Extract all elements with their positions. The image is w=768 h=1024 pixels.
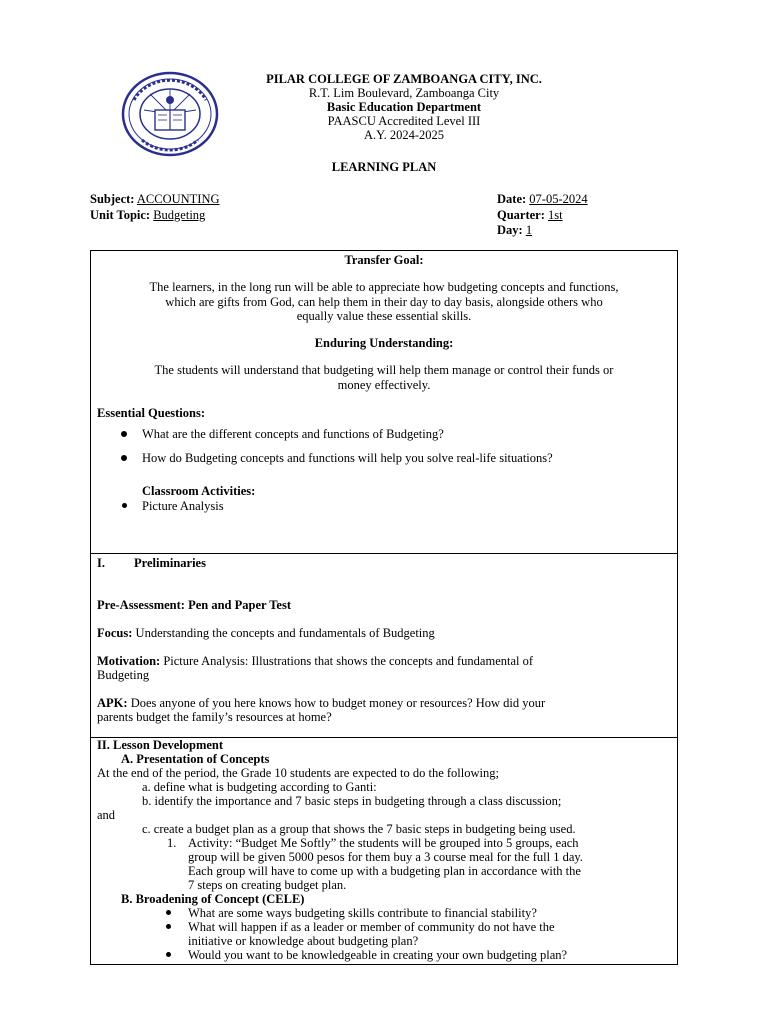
cele-question-2-line-1: What will happen if as a leader or member of community do not have the xyxy=(188,920,555,934)
bullet-icon xyxy=(121,455,127,461)
goals-box xyxy=(90,250,678,554)
transfer-goal-line-1: The learners, in the long run will be able to appreciate how budgeting concepts and functions, xyxy=(149,280,619,294)
preliminaries-num: I. xyxy=(97,556,105,570)
activity-1: Picture Analysis xyxy=(142,499,224,513)
preliminaries-box xyxy=(90,553,678,738)
preliminaries-heading: Preliminaries xyxy=(134,556,206,570)
essential-label: Essential Questions: xyxy=(97,406,206,420)
accreditation: PAASCU Accredited Level III xyxy=(327,114,481,128)
activity-line-1: Activity: “Budget Me Softly” the students will be grouped into 5 groups, each xyxy=(188,836,579,850)
bullet-icon xyxy=(166,924,171,929)
activity-line-3: Each group will have to come up with a budgeting plan in accordance with the xyxy=(188,864,581,878)
quarter-value: 1st xyxy=(548,207,563,222)
intro-text: At the end of the period, the Grade 10 students are expected to do the following; xyxy=(97,766,499,780)
meta-right xyxy=(497,192,588,239)
day-value: 1 xyxy=(525,223,533,237)
transfer-goal-label: Transfer Goal: xyxy=(344,253,424,267)
apk-line-2: parents budget the family’s resources at home? xyxy=(97,710,332,724)
apk-label: APK: xyxy=(97,696,128,710)
plan-title: LEARNING PLAN xyxy=(331,160,437,174)
quarter-label: Quarter: xyxy=(497,207,545,222)
transfer-goal-line-2: which are gifts from God, can help them in their day to day basis, alongside others who xyxy=(165,295,603,309)
activities-label: Classroom Activities: xyxy=(142,484,256,498)
focus-label: Focus: xyxy=(97,626,133,640)
motivation-label: Motivation: xyxy=(97,654,161,668)
item-b: b. identify the importance and 7 basic steps in budgeting through a class discussion; xyxy=(142,794,562,808)
day-label: Day: xyxy=(497,223,523,237)
broadening-heading: B. Broadening of Concept (CELE) xyxy=(121,892,305,906)
date-value: 07-05-2024 xyxy=(529,192,588,206)
date-label: Date: xyxy=(497,192,527,206)
bullet-icon xyxy=(121,431,127,437)
bullet-icon xyxy=(166,952,171,957)
subject-value: ACCOUNTING xyxy=(136,192,220,206)
school-header xyxy=(0,72,768,142)
enduring-line-1: The students will understand that budgeting will help them manage or control their funds or xyxy=(154,363,614,377)
activity-number: 1. xyxy=(167,836,177,850)
pre-assessment: Pre-Assessment: Pen and Paper Test xyxy=(97,598,291,612)
item-b-cont: and xyxy=(97,808,116,822)
school-address: R.T. Lim Boulevard, Zamboanga City xyxy=(308,86,500,100)
item-c: c. create a budget plan as a group that shows the 7 basic steps in budgeting being used. xyxy=(142,822,576,836)
department: Basic Education Department xyxy=(326,100,482,114)
bullet-icon xyxy=(122,503,127,508)
activity-line-2: group will be given 5000 pesos for them buy a 3 course meal for the full 1 day. xyxy=(188,850,583,864)
meta-left xyxy=(90,192,220,223)
lesson-heading: II. Lesson Development xyxy=(97,738,224,752)
topic-value: Budgeting xyxy=(153,207,206,222)
presentation-heading: A. Presentation of Concepts xyxy=(121,752,270,766)
subject-label: Subject: xyxy=(90,192,135,206)
transfer-goal-line-3: equally value these essential skills. xyxy=(296,309,472,323)
cele-question-2-line-2: initiative or knowledge about budgeting plan? xyxy=(188,934,419,948)
lesson-development-box xyxy=(90,737,678,965)
focus-text: Understanding the concepts and fundamentals of Budgeting xyxy=(132,626,435,640)
activity-line-4: 7 steps on creating budget plan. xyxy=(188,878,347,892)
cele-question-3: Would you want to be knowledgeable in creating your own budgeting plan? xyxy=(188,948,568,962)
question-1: What are the different concepts and functions of Budgeting? xyxy=(142,427,444,441)
question-2: How do Budgeting concepts and functions will help you solve real-life situations? xyxy=(142,451,553,465)
bullet-icon xyxy=(166,910,171,915)
item-a: a. define what is budgeting according to Ganti: xyxy=(142,780,377,794)
enduring-label: Enduring Understanding: xyxy=(314,336,454,350)
motivation-line-2: Budgeting xyxy=(97,668,150,682)
motivation-line-1: Picture Analysis: Illustrations that shows the concepts and fundamental of xyxy=(160,654,534,668)
academic-year: A.Y. 2024-2025 xyxy=(364,128,444,142)
enduring-line-2: money effectively. xyxy=(337,378,431,392)
cele-question-1: What are some ways budgeting skills contribute to financial stability? xyxy=(188,906,537,920)
school-name: PILAR COLLEGE OF ZAMBOANGA CITY, INC. xyxy=(266,72,542,86)
apk-line-1: Does anyone of you here knows how to budget money or resources? How did your xyxy=(127,696,546,710)
topic-label: Unit Topic: xyxy=(90,207,151,222)
